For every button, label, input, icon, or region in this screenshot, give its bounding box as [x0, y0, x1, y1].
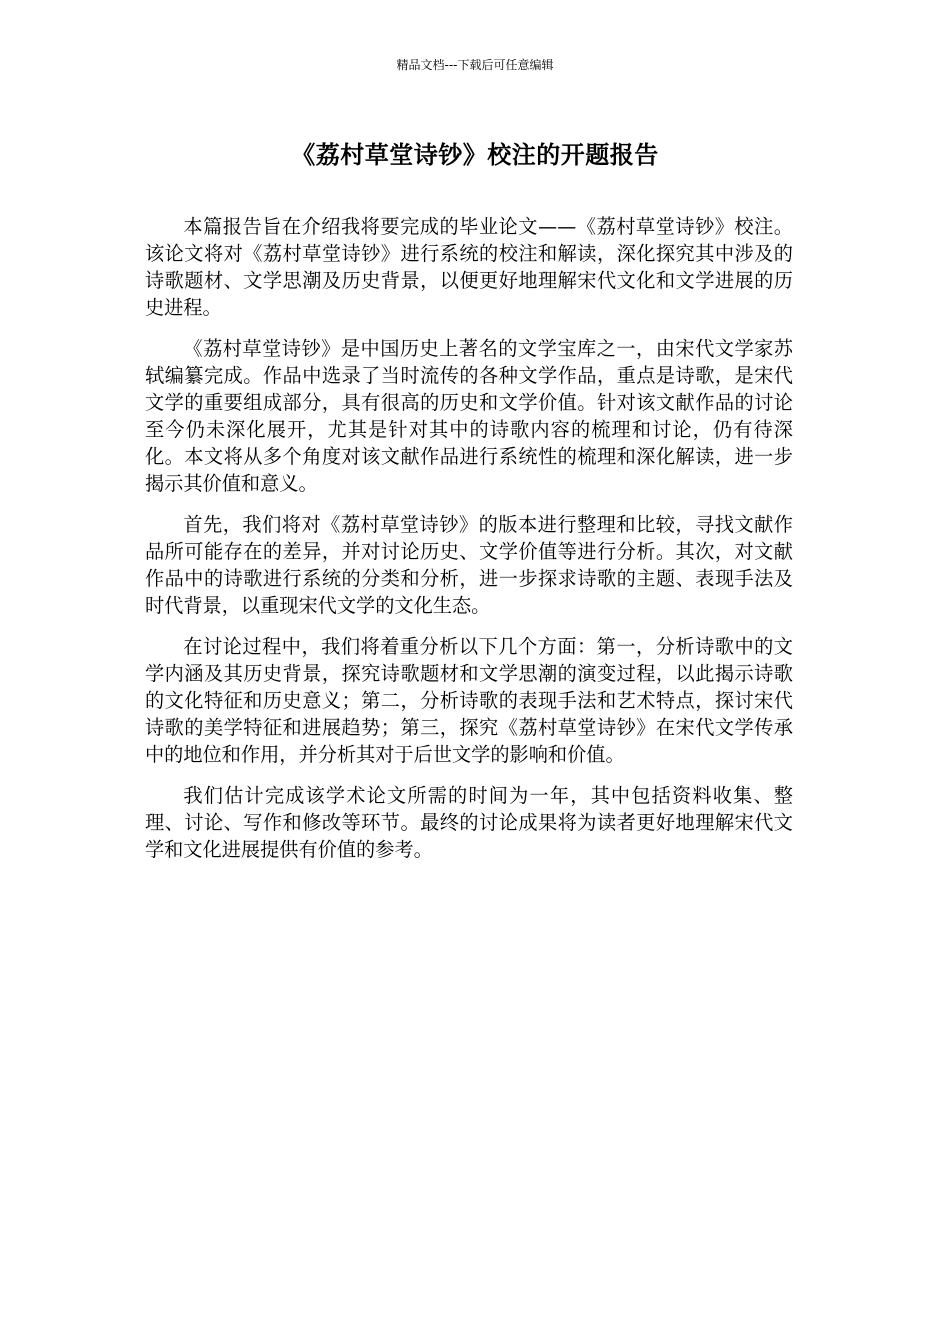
- paragraph: 《荔村草堂诗钞》是中国历史上著名的文学宝库之一，由宋代文学家苏轼编纂完成。作品中选录了当时流传的各种文学作品，重点是诗歌，是宋代文学的重要组成部分，具有很高的历史和文学价值。针对该文献作品的讨论至今仍未深化展开，尤其是针对其中的诗歌内容的梳理和讨论，仍有待深化。本文将从多个角度对该文献作品进行系统性的梳理和深化解读，进一步揭示其价值和意义。: [145, 337, 793, 495]
- document-title: 《荔村草堂诗钞》校注的开题报告: [291, 141, 659, 169]
- page-header: 精品文档---下载后可任意编辑: [396, 58, 554, 72]
- document-body: [145, 213, 793, 877]
- paragraph: 在讨论过程中，我们将着重分析以下几个方面：第一，分析诗歌中的文学内涵及其历史背景，探究诗歌题材和文学思潮的演变过程，以此揭示诗歌的文化特征和历史意义；第二，分析诗歌的表现手法和艺术特点，探讨宋代诗歌的美学特征和进展趋势；第三，探究《荔村草堂诗钞》在宋代文学传承中的地位和作用，并分析其对于后世文学的影响和价值。: [145, 635, 793, 766]
- paragraph: 首先，我们将对《荔村草堂诗钞》的版本进行整理和比较，寻找文献作品所可能存在的差异，并对讨论历史、文学价值等进行分析。其次，对文献作品中的诗歌进行系统的分类和分析，进一步探求诗歌的主题、表现手法及时代背景，以重现宋代文学的文化生态。: [145, 513, 793, 617]
- paragraph: 我们估计完成该学术论文所需的时间为一年，其中包括资料收集、整理、讨论、写作和修改等环节。最终的讨论成果将为读者更好地理解宋代文学和文化进展提供有价值的参考。: [145, 784, 793, 861]
- paragraph: 本篇报告旨在介绍我将要完成的毕业论文——《荔村草堂诗钞》校注。该论文将对《荔村草堂诗钞》进行系统的校注和解读，深化探究其中涉及的诗歌题材、文学思潮及历史背景，以便更好地理解宋代文化和文学进展的历史进程。: [145, 215, 793, 319]
